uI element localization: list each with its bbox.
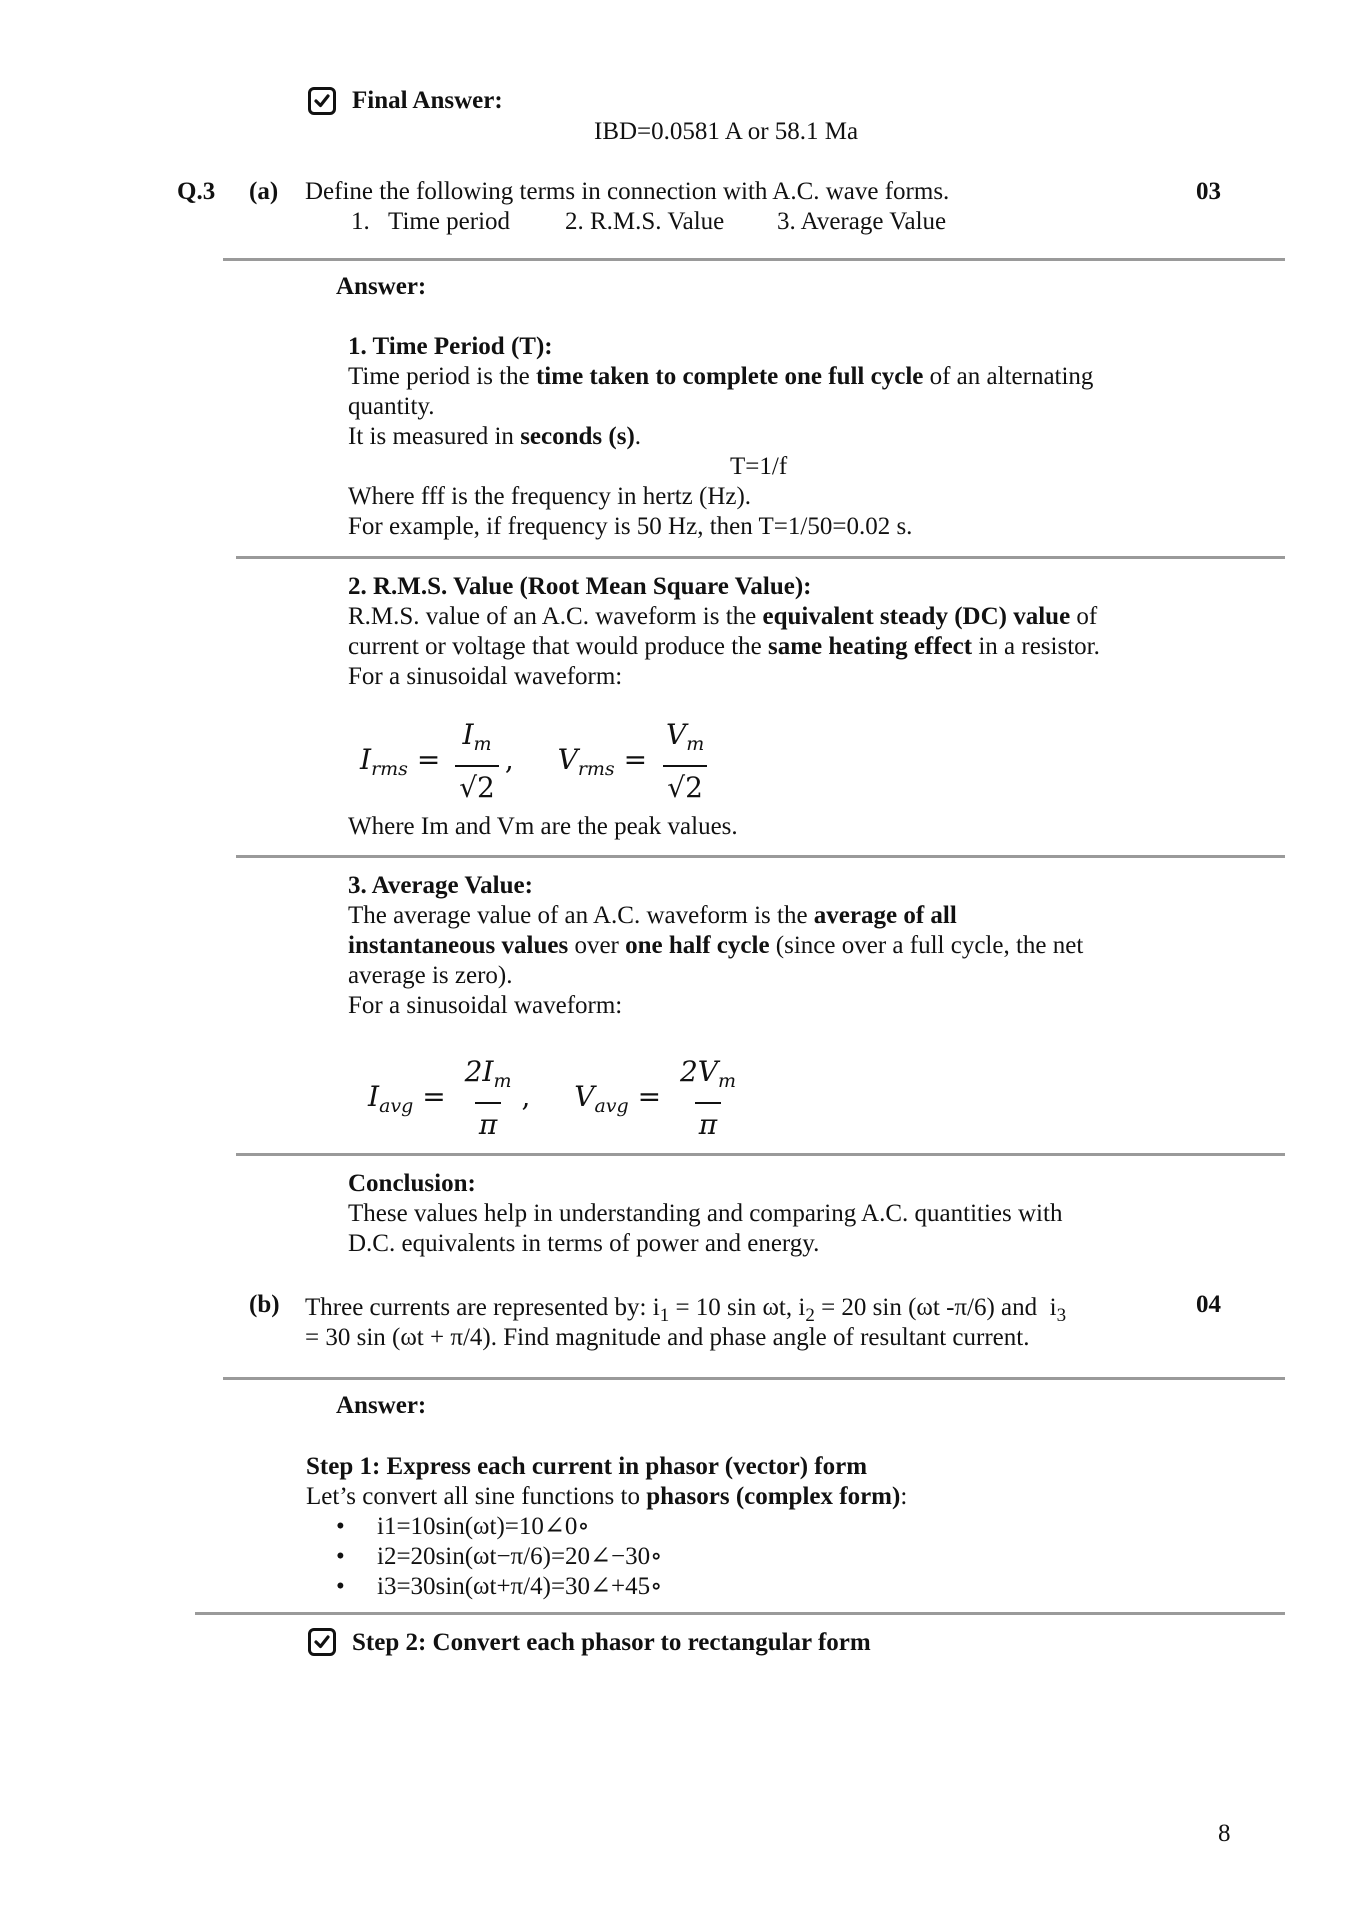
answer-label: Answer: — [336, 273, 427, 300]
phasor-list — [306, 1512, 1266, 1602]
checkbox-icon — [308, 87, 336, 115]
rms-section — [348, 572, 1268, 692]
average-section — [348, 871, 1268, 1021]
average-line-4: For a sinusoidal waveform: — [348, 992, 623, 1019]
part-b-answer-label: Answer: — [336, 1392, 427, 1419]
checkbox-icon — [308, 1628, 336, 1656]
conclusion-section — [348, 1169, 1268, 1259]
list-item: • i1=10sin(ωt)=10∠0∘ — [306, 1512, 1266, 1542]
conclusion-line-2: D.C. equivalents in terms of power and energy. — [348, 1230, 820, 1257]
average-heading: 3. Average Value: — [348, 872, 533, 899]
question-number: Q.3 — [177, 178, 216, 205]
time-period-line-1: Time period is the time taken to complete one full cycle of an alternating — [348, 363, 1094, 390]
step-1-line-1: Let’s convert all sine functions to phasors (complex form): — [306, 1483, 908, 1510]
time-period-line-2: quantity. — [348, 393, 435, 420]
step-1-section — [306, 1452, 1266, 1602]
page-number: 8 — [1218, 1820, 1231, 1847]
time-period-section — [348, 332, 1248, 542]
time-period-heading: 1. Time Period (T): — [348, 333, 553, 360]
time-period-line-4: Where fff is the frequency in hertz (Hz). — [348, 483, 752, 510]
rms-line-2: current or voltage that would produce the same heating effect in a resistor. — [348, 633, 1100, 660]
divider — [236, 855, 1285, 858]
list-item: • i3=30sin(ωt+π/4)=30∠+45∘ — [306, 1572, 1266, 1602]
time-period-line-3: It is measured in seconds (s). — [348, 423, 642, 450]
part-a-label: (a) — [249, 178, 279, 205]
divider — [223, 1377, 1285, 1380]
conclusion-heading: Conclusion: — [348, 1170, 476, 1197]
divider — [236, 1153, 1285, 1156]
rms-formula: $I_{rms}$ = $\frac{I_m}{√2}$ , $V_{rms}$ = $\frac{V_m}{√2}$ — [360, 718, 714, 805]
conclusion-line-1: These values help in understanding and comparing A.C. quantities with — [348, 1200, 1063, 1227]
average-line-1: The average value of an A.C. waveform is the average of all — [348, 902, 957, 929]
rms-line-4: Where Im and Vm are the peak values. — [348, 813, 738, 840]
part-a-item-2: 2. R.M.S. Value — [565, 208, 725, 235]
list-item: • i2=20sin(ωt−π/6)=20∠−30∘ — [306, 1542, 1266, 1572]
time-period-formula: T=1/f — [730, 453, 788, 480]
time-period-line-5: For example, if frequency is 50 Hz, then T=1/50=0.02 s. — [348, 513, 913, 540]
part-b-marks: 04 — [1196, 1291, 1221, 1318]
final-answer-label: Final Answer: — [352, 87, 503, 114]
average-formula: $I_{avg}$ = $\frac{2I_m}{\pi}$ , $V_{avg}$ = $\frac{2V_m}{\pi}$ — [368, 1055, 737, 1141]
divider — [195, 1612, 1285, 1615]
part-a-marks: 03 — [1196, 178, 1221, 205]
step-1-heading: Step 1: Express each current in phasor (vector) form — [306, 1453, 868, 1480]
part-b-question-line-1: Three currents are represented by: $i_1 = 10$ sin ωt, $i_2 = 20$ sin (ωt -π/6) and $i_3$ — [305, 1294, 1067, 1326]
rms-heading: 2. R.M.S. Value (Root Mean Square Value): — [348, 573, 812, 600]
step-2-heading: Step 2: Convert each phasor to rectangular form — [352, 1629, 871, 1656]
average-line-2: instantaneous values over one half cycle (since over a full cycle, the net — [348, 932, 1084, 959]
average-line-3: average is zero). — [348, 962, 513, 989]
final-answer-value: IBD=0.0581 A or 58.1 Ma — [594, 118, 859, 145]
part-b-question-line-2: = 30 sin (ωt + π/4). Find magnitude and phase angle of resultant current. — [305, 1324, 1030, 1351]
part-a-item-1: 1. Time period — [351, 208, 511, 235]
part-a-item-3: 3. Average Value — [777, 208, 947, 235]
part-b-label: (b) — [249, 1291, 280, 1318]
rms-line-1: R.M.S. value of an A.C. waveform is the equivalent steady (DC) value of — [348, 603, 1098, 630]
part-a-question: Define the following terms in connection with A.C. wave forms. — [305, 178, 950, 205]
rms-line-3: For a sinusoidal waveform: — [348, 663, 623, 690]
divider — [223, 258, 1285, 261]
divider — [236, 556, 1285, 559]
